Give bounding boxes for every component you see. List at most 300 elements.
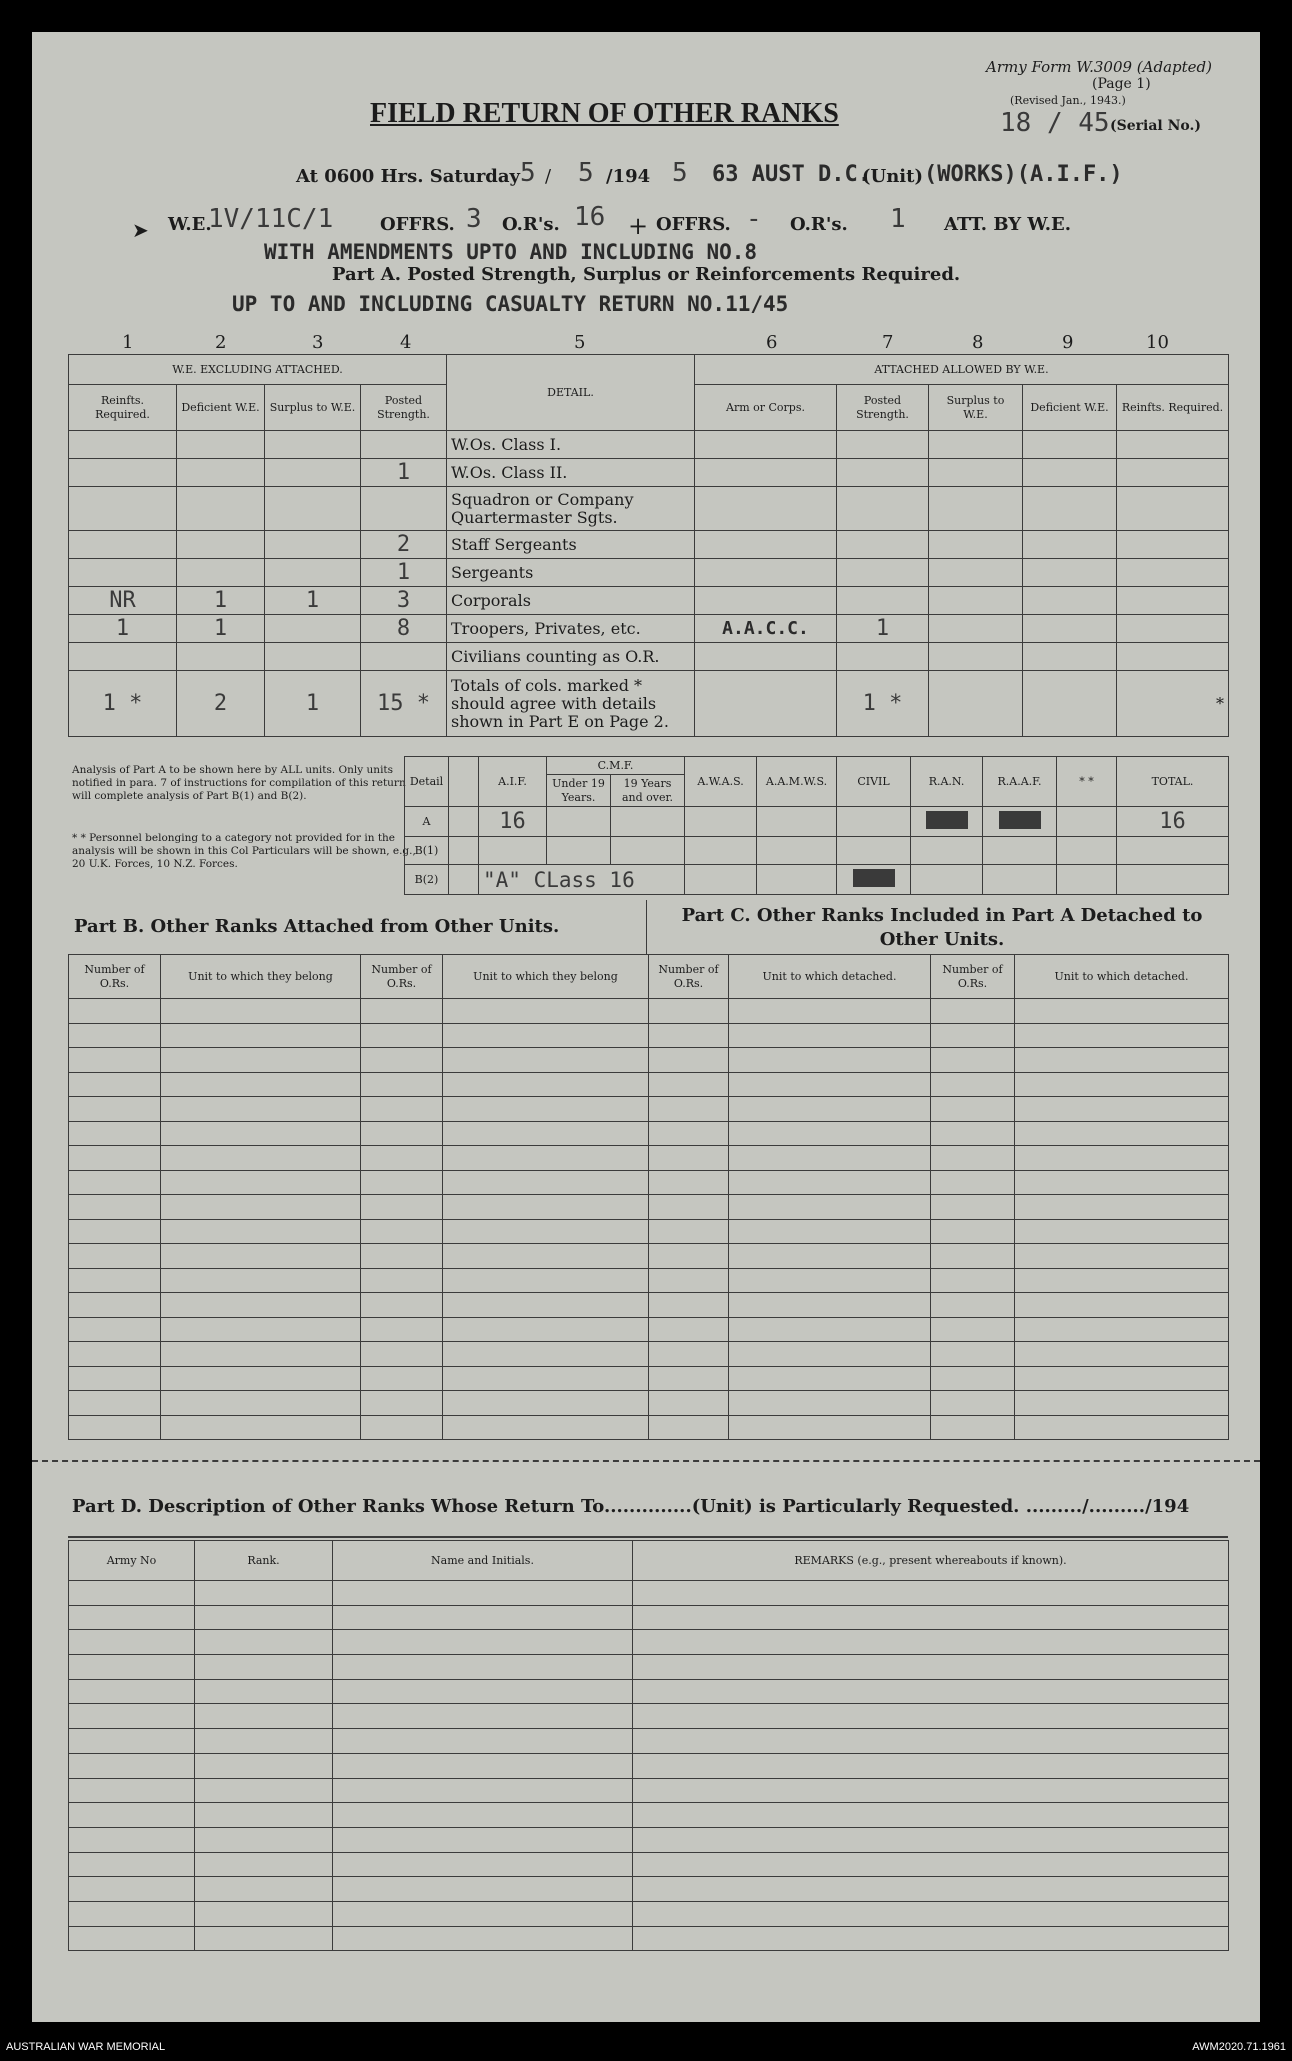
cell — [633, 1778, 1229, 1803]
cell — [443, 1097, 649, 1122]
cell — [1057, 807, 1117, 837]
row-detail: Sergeants — [447, 559, 695, 587]
ors-value: 16 — [574, 202, 606, 232]
army-no-header: Army No — [69, 1541, 195, 1581]
cell — [443, 1366, 649, 1391]
serial-number-value: 18 / 45 — [1000, 108, 1110, 138]
cell — [449, 757, 479, 807]
cell — [1015, 1391, 1229, 1416]
cell — [931, 1268, 1015, 1293]
cell — [361, 1415, 443, 1440]
cell: 8 — [361, 615, 447, 643]
row-detail: W.Os. Class II. — [447, 459, 695, 487]
cell — [695, 643, 837, 671]
bc-rows-table — [68, 998, 1229, 1440]
cell: 2 — [177, 671, 265, 737]
row-detail: Staff Sergeants — [447, 531, 695, 559]
part-c-unit-header-2: Unit to which detached. — [1015, 955, 1229, 999]
table-row — [69, 1877, 1229, 1902]
cell — [931, 1121, 1015, 1146]
footer-archive: AUSTRALIAN WAR MEMORIAL — [6, 2041, 166, 2053]
cell — [1117, 615, 1229, 643]
row-label: B(2) — [405, 865, 449, 895]
cell — [649, 1170, 729, 1195]
cell — [729, 1072, 931, 1097]
cell — [729, 1195, 931, 1220]
unit-suffix: (WORKS)(A.I.F.) — [924, 162, 1123, 187]
cell — [195, 1852, 333, 1877]
cell — [361, 1121, 443, 1146]
table-row — [69, 1293, 1229, 1318]
table-row — [69, 1926, 1229, 1951]
cell — [69, 1415, 161, 1440]
cell — [333, 1605, 633, 1630]
cell — [443, 1170, 649, 1195]
part-b-title: Part B. Other Ranks Attached from Other Units. — [74, 916, 560, 937]
posted-strength-header: Posted Strength. — [361, 385, 447, 431]
detail-col-header: Detail — [405, 757, 449, 807]
cell — [729, 1391, 931, 1416]
att-by-we-label: ATT. BY W.E. — [944, 214, 1072, 235]
cell — [1015, 1023, 1229, 1048]
table-row — [405, 807, 1229, 837]
year-digit: 5 — [672, 158, 688, 188]
cell — [69, 999, 161, 1024]
deficient-att-header: Deficient W.E. — [1023, 385, 1117, 431]
cell — [685, 837, 757, 865]
cell — [161, 1121, 361, 1146]
cell — [729, 1219, 931, 1244]
cell — [929, 671, 1023, 737]
part-c-number-header: Number of O.Rs. — [649, 955, 729, 999]
cell — [161, 1072, 361, 1097]
cell — [1015, 1293, 1229, 1318]
cell: NR — [69, 587, 177, 615]
cell — [649, 1317, 729, 1342]
cell — [1117, 865, 1229, 895]
cell: 3 — [361, 587, 447, 615]
month-value: 5 — [578, 158, 594, 188]
table-row — [69, 1581, 1229, 1606]
cell — [649, 1342, 729, 1367]
cell — [443, 999, 649, 1024]
cell — [361, 1268, 443, 1293]
table-row — [69, 1729, 1229, 1754]
cell — [633, 1753, 1229, 1778]
cell — [69, 1146, 161, 1171]
cell — [1015, 999, 1229, 1024]
cell — [195, 1704, 333, 1729]
cell — [265, 615, 361, 643]
cell — [443, 1121, 649, 1146]
cell — [1015, 1342, 1229, 1367]
table-row — [69, 459, 1229, 487]
cell — [729, 1146, 931, 1171]
cell — [195, 1605, 333, 1630]
cell — [69, 1268, 161, 1293]
name-header: Name and Initials. — [333, 1541, 633, 1581]
cell — [911, 865, 983, 895]
cell — [177, 487, 265, 531]
cell: 15 * — [361, 671, 447, 737]
cell: 1 — [69, 615, 177, 643]
col-number: 1 — [122, 332, 134, 353]
cell — [443, 1342, 649, 1367]
cell — [729, 1366, 931, 1391]
cell — [449, 865, 479, 895]
b2-class-note: "A" CLass 16 — [479, 865, 685, 895]
cell — [729, 1244, 931, 1269]
cell — [361, 1244, 443, 1269]
cell: 1 — [361, 559, 447, 587]
cell — [195, 1877, 333, 1902]
cell — [361, 487, 447, 531]
cell — [633, 1827, 1229, 1852]
row-detail: Troopers, Privates, etc. — [447, 615, 695, 643]
cell — [1023, 671, 1117, 737]
cell — [195, 1753, 333, 1778]
page-indicator: (Page 1) — [1092, 76, 1151, 92]
cell — [361, 999, 443, 1024]
cell — [649, 1146, 729, 1171]
cell — [177, 643, 265, 671]
ors2-label: O.R's. — [790, 214, 848, 235]
cell — [265, 431, 361, 459]
cell — [69, 1097, 161, 1122]
detail-header: DETAIL. — [447, 355, 695, 431]
cell — [1117, 459, 1229, 487]
cell — [195, 1581, 333, 1606]
cell — [361, 1170, 443, 1195]
cell — [1023, 587, 1117, 615]
cell — [265, 559, 361, 587]
arm-corps-header: Arm or Corps. — [695, 385, 837, 431]
table-row — [405, 865, 1229, 895]
cell — [161, 1268, 361, 1293]
cell — [1015, 1048, 1229, 1073]
tear-line — [32, 1460, 1260, 1462]
cell — [161, 1342, 361, 1367]
cell — [195, 1679, 333, 1704]
cell — [929, 431, 1023, 459]
civil-header: CIVIL — [837, 757, 911, 807]
cell — [265, 643, 361, 671]
cell — [195, 1803, 333, 1828]
cell — [931, 1391, 1015, 1416]
cell — [837, 807, 911, 837]
cell — [69, 1581, 195, 1606]
part-d-title-unit: (Unit) is Particularly Requested. — [691, 1496, 1020, 1517]
cell — [633, 1630, 1229, 1655]
cell: 1 — [837, 615, 929, 643]
table-row — [405, 837, 1229, 865]
cell — [195, 1926, 333, 1951]
cell — [1015, 1195, 1229, 1220]
cell — [361, 1342, 443, 1367]
cell — [1023, 431, 1117, 459]
redaction — [926, 811, 968, 829]
offrs-label: OFFRS. — [380, 214, 455, 235]
cell — [695, 431, 837, 459]
cell — [929, 587, 1023, 615]
cell — [633, 1655, 1229, 1680]
cell — [911, 807, 983, 837]
cell — [333, 1729, 633, 1754]
cell — [649, 1023, 729, 1048]
table-row — [69, 1097, 1229, 1122]
cell — [161, 1048, 361, 1073]
cell — [633, 1704, 1229, 1729]
cell — [443, 1048, 649, 1073]
cell — [729, 1121, 931, 1146]
table-row — [69, 1803, 1229, 1828]
table-row — [69, 643, 1229, 671]
cell — [177, 459, 265, 487]
cell — [333, 1926, 633, 1951]
cell — [69, 1048, 161, 1073]
cell — [443, 1072, 649, 1097]
offrs-value: 3 — [466, 204, 482, 234]
cell — [1015, 1415, 1229, 1440]
cell — [333, 1901, 633, 1926]
cell — [633, 1581, 1229, 1606]
deficient-header: Deficient W.E. — [177, 385, 265, 431]
army-form-number: Army Form W.3009 (Adapted) — [986, 58, 1212, 76]
cell — [837, 643, 929, 671]
cell — [1023, 559, 1117, 587]
part-b-c-table — [68, 954, 1229, 999]
table-row — [69, 1146, 1229, 1171]
part-c-number-header-2: Number of O.Rs. — [931, 955, 1015, 999]
footer-accession: AWM2020.71.1961 — [1192, 2041, 1286, 2053]
cell — [983, 837, 1057, 865]
table-row — [69, 1121, 1229, 1146]
cell — [161, 1293, 361, 1318]
rank-header: Rank. — [195, 1541, 333, 1581]
cell — [69, 559, 177, 587]
posted-strength-att-header: Posted Strength. — [837, 385, 929, 431]
cell — [361, 1219, 443, 1244]
under-19-header: Under 19 Years. — [547, 775, 611, 807]
cell — [929, 643, 1023, 671]
cell — [649, 1195, 729, 1220]
cell — [633, 1877, 1229, 1902]
day-value: 5 — [520, 158, 536, 188]
cell — [69, 1170, 161, 1195]
cell — [649, 1048, 729, 1073]
cell — [333, 1753, 633, 1778]
part-d-table — [68, 1540, 1229, 1581]
table-row — [69, 1753, 1229, 1778]
cell — [729, 1415, 931, 1440]
cell — [361, 431, 447, 459]
redaction — [999, 811, 1041, 829]
cell — [361, 1391, 443, 1416]
cell — [547, 837, 611, 865]
cell — [69, 1778, 195, 1803]
cell — [649, 1072, 729, 1097]
table-row — [69, 1366, 1229, 1391]
cell — [443, 1023, 649, 1048]
ors2-value: 1 — [890, 204, 906, 234]
aif-header: A.I.F. — [479, 757, 547, 807]
form-title: FIELD RETURN OF OTHER RANKS — [370, 98, 839, 129]
row-label: B(1) — [405, 837, 449, 865]
cell — [837, 487, 929, 531]
col-number: 5 — [574, 332, 586, 353]
cell — [729, 1023, 931, 1048]
cell — [931, 1415, 1015, 1440]
cell — [695, 671, 837, 737]
cell — [633, 1901, 1229, 1926]
cell — [443, 1391, 649, 1416]
cell: 1 — [265, 671, 361, 737]
cell — [69, 1679, 195, 1704]
part-b-number-header: Number of O.Rs. — [69, 955, 161, 999]
amendments-note: WITH AMENDMENTS UPTO AND INCLUDING NO.8 — [264, 240, 758, 264]
cell — [931, 1293, 1015, 1318]
cell: 1 * — [837, 671, 929, 737]
table-row — [69, 1048, 1229, 1073]
cell — [929, 559, 1023, 587]
cell — [729, 1048, 931, 1073]
cell — [695, 459, 837, 487]
totals-row — [69, 671, 1229, 737]
cell — [333, 1630, 633, 1655]
table-row — [69, 1655, 1229, 1680]
cell — [929, 487, 1023, 531]
table-row — [69, 1023, 1229, 1048]
row-detail: Squadron or Company Quartermaster Sgts. — [447, 487, 695, 531]
cell — [685, 865, 757, 895]
cell — [1057, 865, 1117, 895]
cell — [69, 1729, 195, 1754]
we-label: W.E. — [168, 214, 212, 235]
ors-label: O.R's. — [502, 214, 560, 235]
table-row — [69, 1827, 1229, 1852]
cell — [649, 1293, 729, 1318]
cell — [69, 1901, 195, 1926]
cell — [633, 1926, 1229, 1951]
remarks-header: REMARKS (e.g., present whereabouts if known). — [633, 1541, 1229, 1581]
cell — [931, 1317, 1015, 1342]
cell — [837, 459, 929, 487]
cell — [69, 1630, 195, 1655]
cell — [195, 1827, 333, 1852]
cell — [161, 1244, 361, 1269]
cell — [177, 531, 265, 559]
cell — [837, 837, 911, 865]
analysis-category-note: * * Personnel belonging to a category not provided for in the analysis will be shown in this Col Particulars will be shown, e.g., 20 U.K. Forces, 10 N.Z. Forces. — [72, 832, 416, 870]
cell: 1 * — [69, 671, 177, 737]
cell — [729, 999, 931, 1024]
cell — [1015, 1170, 1229, 1195]
cell — [1015, 1268, 1229, 1293]
cell — [361, 643, 447, 671]
cell — [931, 1097, 1015, 1122]
table-row — [69, 431, 1229, 459]
cell: A.A.C.C. — [695, 615, 837, 643]
cell — [1023, 459, 1117, 487]
cell — [1015, 1072, 1229, 1097]
table-row — [69, 1195, 1229, 1220]
cell — [361, 1146, 443, 1171]
row-label: A — [405, 807, 449, 837]
cell — [649, 1121, 729, 1146]
cmf-header: C.M.F. — [547, 757, 685, 775]
we-excluding-attached-header: W.E. EXCLUDING ATTACHED. — [69, 355, 447, 385]
cell — [547, 807, 611, 837]
cell — [633, 1605, 1229, 1630]
cell — [69, 1753, 195, 1778]
col-number: 9 — [1062, 332, 1074, 353]
cell: 16 — [1117, 807, 1229, 837]
cell — [69, 1803, 195, 1828]
cell — [161, 1146, 361, 1171]
cell — [361, 1195, 443, 1220]
table-row — [69, 1415, 1229, 1440]
surplus-header: Surplus to W.E. — [265, 385, 361, 431]
row-detail: Corporals — [447, 587, 695, 615]
cell — [265, 487, 361, 531]
cell — [695, 487, 837, 531]
cell — [931, 999, 1015, 1024]
cell — [69, 1655, 195, 1680]
cell — [161, 1170, 361, 1195]
cell — [1015, 1366, 1229, 1391]
cell — [837, 431, 929, 459]
cell — [695, 559, 837, 587]
cell — [837, 587, 929, 615]
cell — [361, 1097, 443, 1122]
table-row — [69, 1630, 1229, 1655]
cell — [333, 1679, 633, 1704]
cell — [729, 1342, 931, 1367]
col-number: 7 — [882, 332, 894, 353]
cell — [161, 1317, 361, 1342]
table-row — [69, 1778, 1229, 1803]
table-row — [69, 1244, 1229, 1269]
casualty-return-note: UP TO AND INCLUDING CASUALTY RETURN NO.11/45 — [232, 292, 789, 316]
cell — [161, 1415, 361, 1440]
cell — [1015, 1121, 1229, 1146]
cell — [931, 1023, 1015, 1048]
col-number: 10 — [1146, 332, 1169, 353]
part-a-table — [68, 354, 1229, 737]
cell — [333, 1852, 633, 1877]
cell — [69, 1605, 195, 1630]
awas-header: A.W.A.S. — [685, 757, 757, 807]
part-b-unit-header: Unit to which they belong — [161, 955, 361, 999]
cell — [649, 1268, 729, 1293]
cell — [69, 1704, 195, 1729]
cell — [1117, 531, 1229, 559]
raaf-header: R.A.A.F. — [983, 757, 1057, 807]
aamws-header: A.A.M.W.S. — [757, 757, 837, 807]
row-detail: W.Os. Class I. — [447, 431, 695, 459]
table-row — [69, 615, 1229, 643]
cell — [1117, 487, 1229, 531]
table-row — [69, 999, 1229, 1024]
cell — [649, 1097, 729, 1122]
cell — [649, 1366, 729, 1391]
cell — [649, 1219, 729, 1244]
cell — [69, 1827, 195, 1852]
cell — [69, 1391, 161, 1416]
col-number: 6 — [766, 332, 778, 353]
cell — [69, 1366, 161, 1391]
total-header: TOTAL. — [1117, 757, 1229, 807]
